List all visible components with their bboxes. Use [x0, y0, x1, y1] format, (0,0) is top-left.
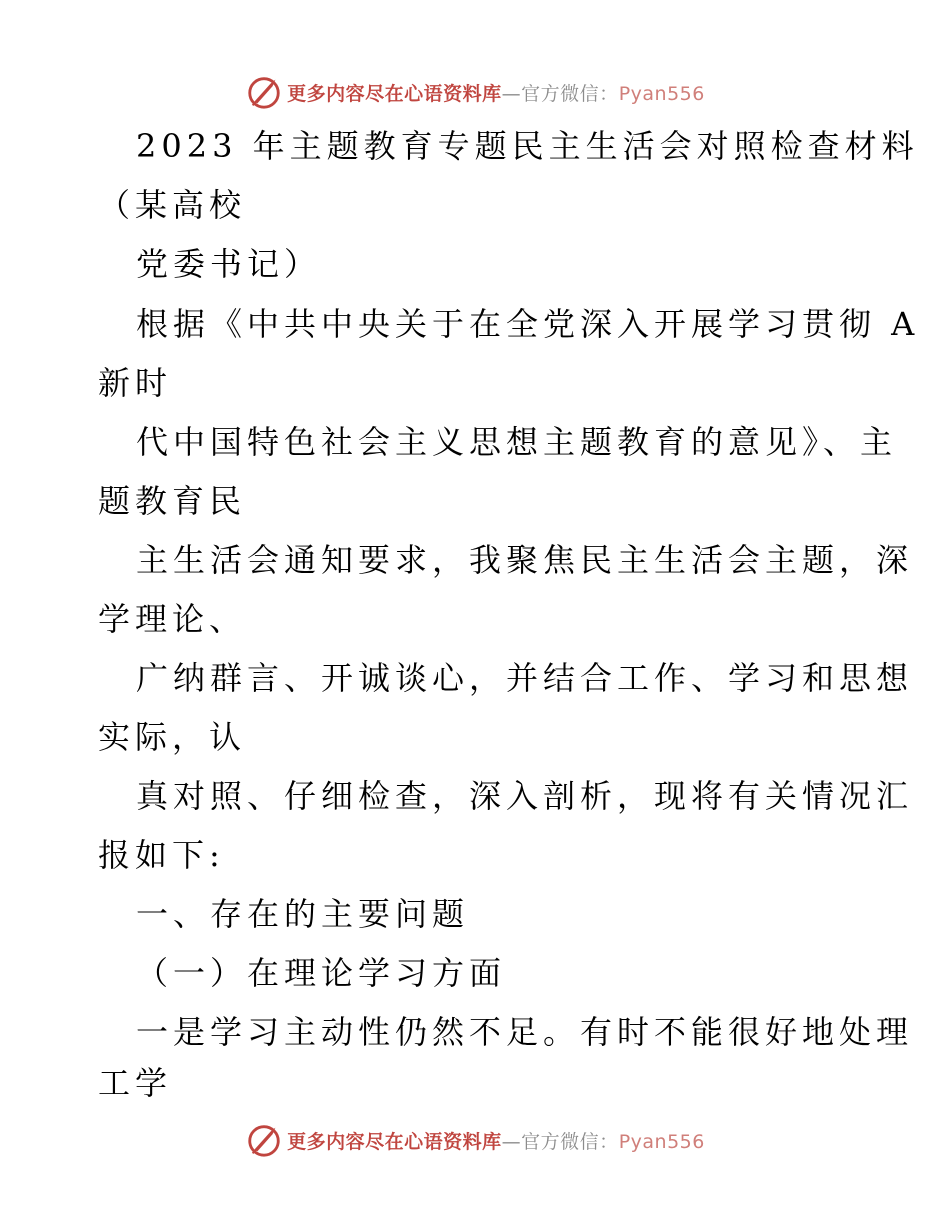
quill-seal-logo-icon [245, 1121, 283, 1159]
watermark-wechat-id: Pyan556 [618, 1130, 705, 1153]
watermark-dash: — [501, 82, 522, 105]
watermark-wechat-id: Pyan556 [618, 82, 705, 105]
paragraph-line: 题教育民 [98, 482, 247, 520]
paragraph-line: 真对照、仔细检查，深入剖析，现将有关情况汇 [136, 777, 914, 815]
watermark-brand: 更多内容尽在心语资料库 [287, 1130, 502, 1153]
watermark-official-label: 官方微信： [521, 1130, 619, 1153]
paragraph-line: 实际，认 [98, 718, 247, 756]
paragraph-line: 报如下: [98, 836, 225, 874]
section-heading: 一、存在的主要问题 [136, 895, 470, 933]
document-title: 2023 年主题教育专题民主生活会对照检查材料 [136, 127, 919, 165]
document-title-cont: 党委书记） [136, 245, 322, 283]
subsection-heading: （一）在理论学习方面 [136, 954, 507, 992]
document-title-cont: （某高校 [98, 186, 247, 224]
paragraph-line: 代中国特色社会主义思想主题教育的意见》、主 [136, 423, 898, 461]
paragraph-line: 一是学习主动性仍然不足。有时不能很好地处理 [136, 1013, 914, 1051]
watermark-text [287, 1127, 705, 1154]
paragraph-line: 主生活会通知要求，我聚焦民主生活会主题，深 [136, 541, 914, 579]
watermark-dash: — [501, 1130, 522, 1153]
watermark-official-label: 官方微信： [521, 82, 619, 105]
footer-watermark-banner [0, 1118, 950, 1162]
paragraph-line: 工学 [98, 1064, 173, 1102]
paragraph-line: 广纳群言、开诚谈心，并结合工作、学习和思想 [136, 659, 914, 697]
paragraph-line: 新时 [98, 364, 173, 402]
watermark-brand: 更多内容尽在心语资料库 [287, 82, 502, 105]
paragraph-line: 学理论、 [98, 600, 247, 638]
paragraph-line: 根据《中共中央关于在全党深入开展学习贯彻 A [136, 305, 920, 343]
